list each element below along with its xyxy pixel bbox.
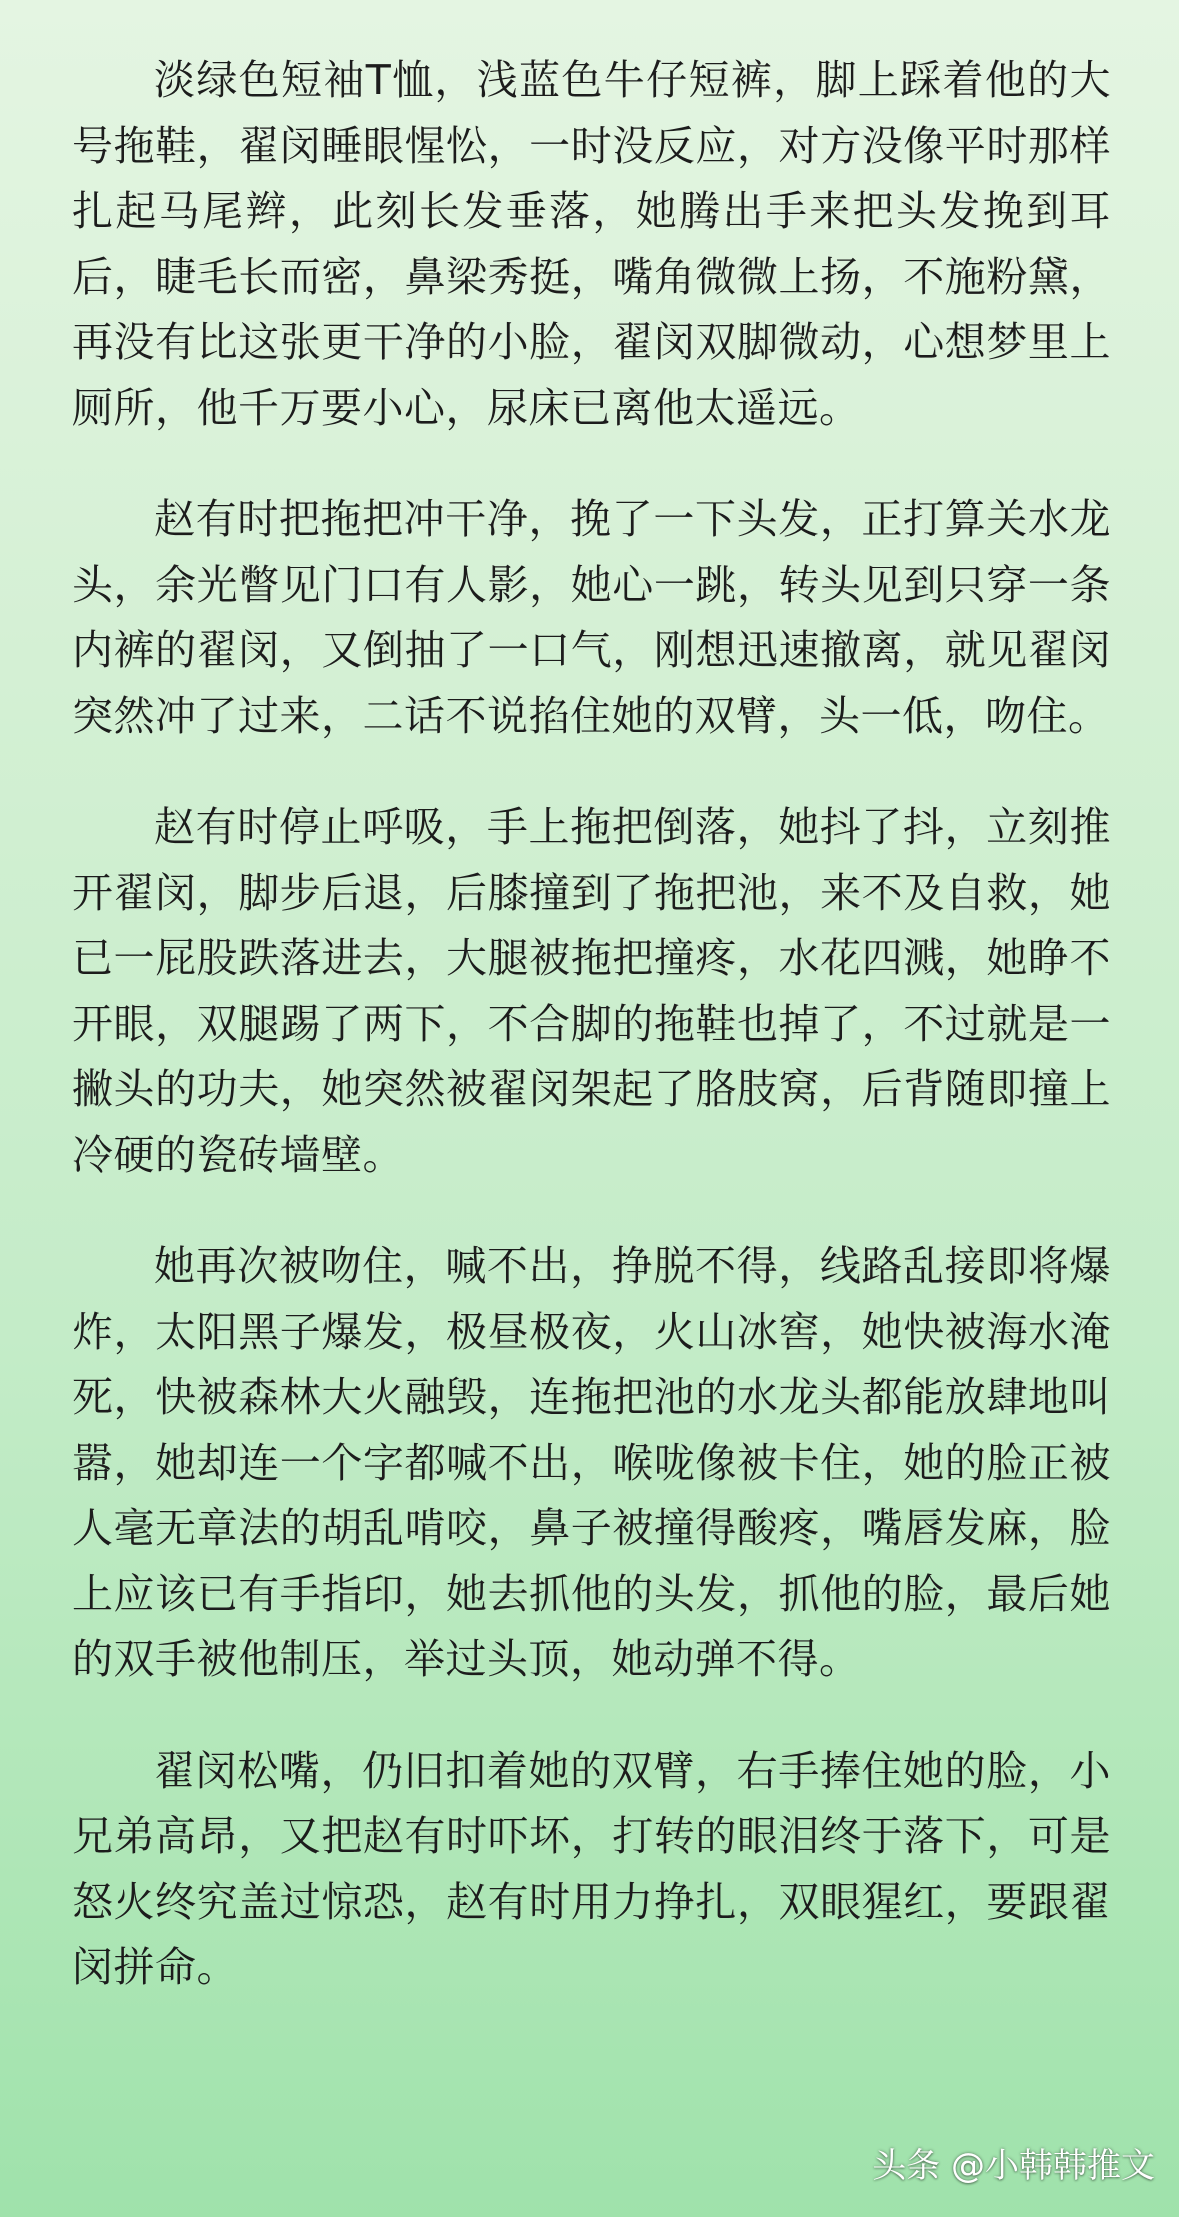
watermark-text: 头条 @小韩韩推文 [872,2146,1155,2186]
source-watermark [872,2138,1155,2187]
paragraph-2: 赵有时把拖把冲干净，挽了一下头发，正打算关水龙头，余光瞥见门口有人影，她心一跳，转头见到只穿一条内裤的翟闵，又倒抽了一口气，刚想迅速撤离，就见翟闵突然冲了过来，二话不说掐住她的双臂，头一低，吻住。 [72,495,1111,740]
paragraph-3: 赵有时停止呼吸，手上拖把倒落，她抖了抖，立刻推开翟闵，脚步后退，后膝撞到了拖把池，来不及自救，她已一屁股跌落进去，大腿被拖把撞疼，水花四溅，她睁不开眼，双腿踢了两下，不合脚的拖鞋也掉了，不过就是一撇头的功夫，她突然被翟闵架起了胳肢窝，后背随即撞上冷硬的瓷砖墙壁。 [72,803,1111,1179]
paragraph-1: 淡绿色短袖T恤，浅蓝色牛仔短裤，脚上踩着他的大号拖鞋，翟闵睡眼惺忪，一时没反应，对方没像平时那样扎起马尾辫，此刻长发垂落，她腾出手来把头发挽到耳后，睫毛长而密，鼻梁秀挺，嘴角微微上扬，不施粉黛，再没有比这张更干净的小脸，翟闵双脚微动，心想梦里上厕所，他千万要小心，尿床已离他太遥远。 [72,56,1111,432]
paragraph-5: 翟闵松嘴，仍旧扣着她的双臂，右手捧住她的脸，小兄弟高昂，又把赵有时吓坏，打转的眼泪终于落下，可是怒火终究盖过惊恐，赵有时用力挣扎，双眼猩红，要跟翟闵拼命。 [72,1746,1111,1991]
paragraph-4: 她再次被吻住，喊不出，挣脱不得，线路乱接即将爆炸，太阳黑子爆发，极昼极夜，火山冰窖，她快被海水淹死，快被森林大火融毁，连拖把池的水龙头都能放肆地叫嚣，她却连一个字都喊不出，喉咙像被卡住，她的脸正被人毫无章法的胡乱啃咬，鼻子被撞得酸疼，嘴唇发麻，脸上应该已有手指印，她去抓他的头发，抓他的脸，最后她的双手被他制压，举过头顶，她动弹不得。 [72,1242,1111,1683]
